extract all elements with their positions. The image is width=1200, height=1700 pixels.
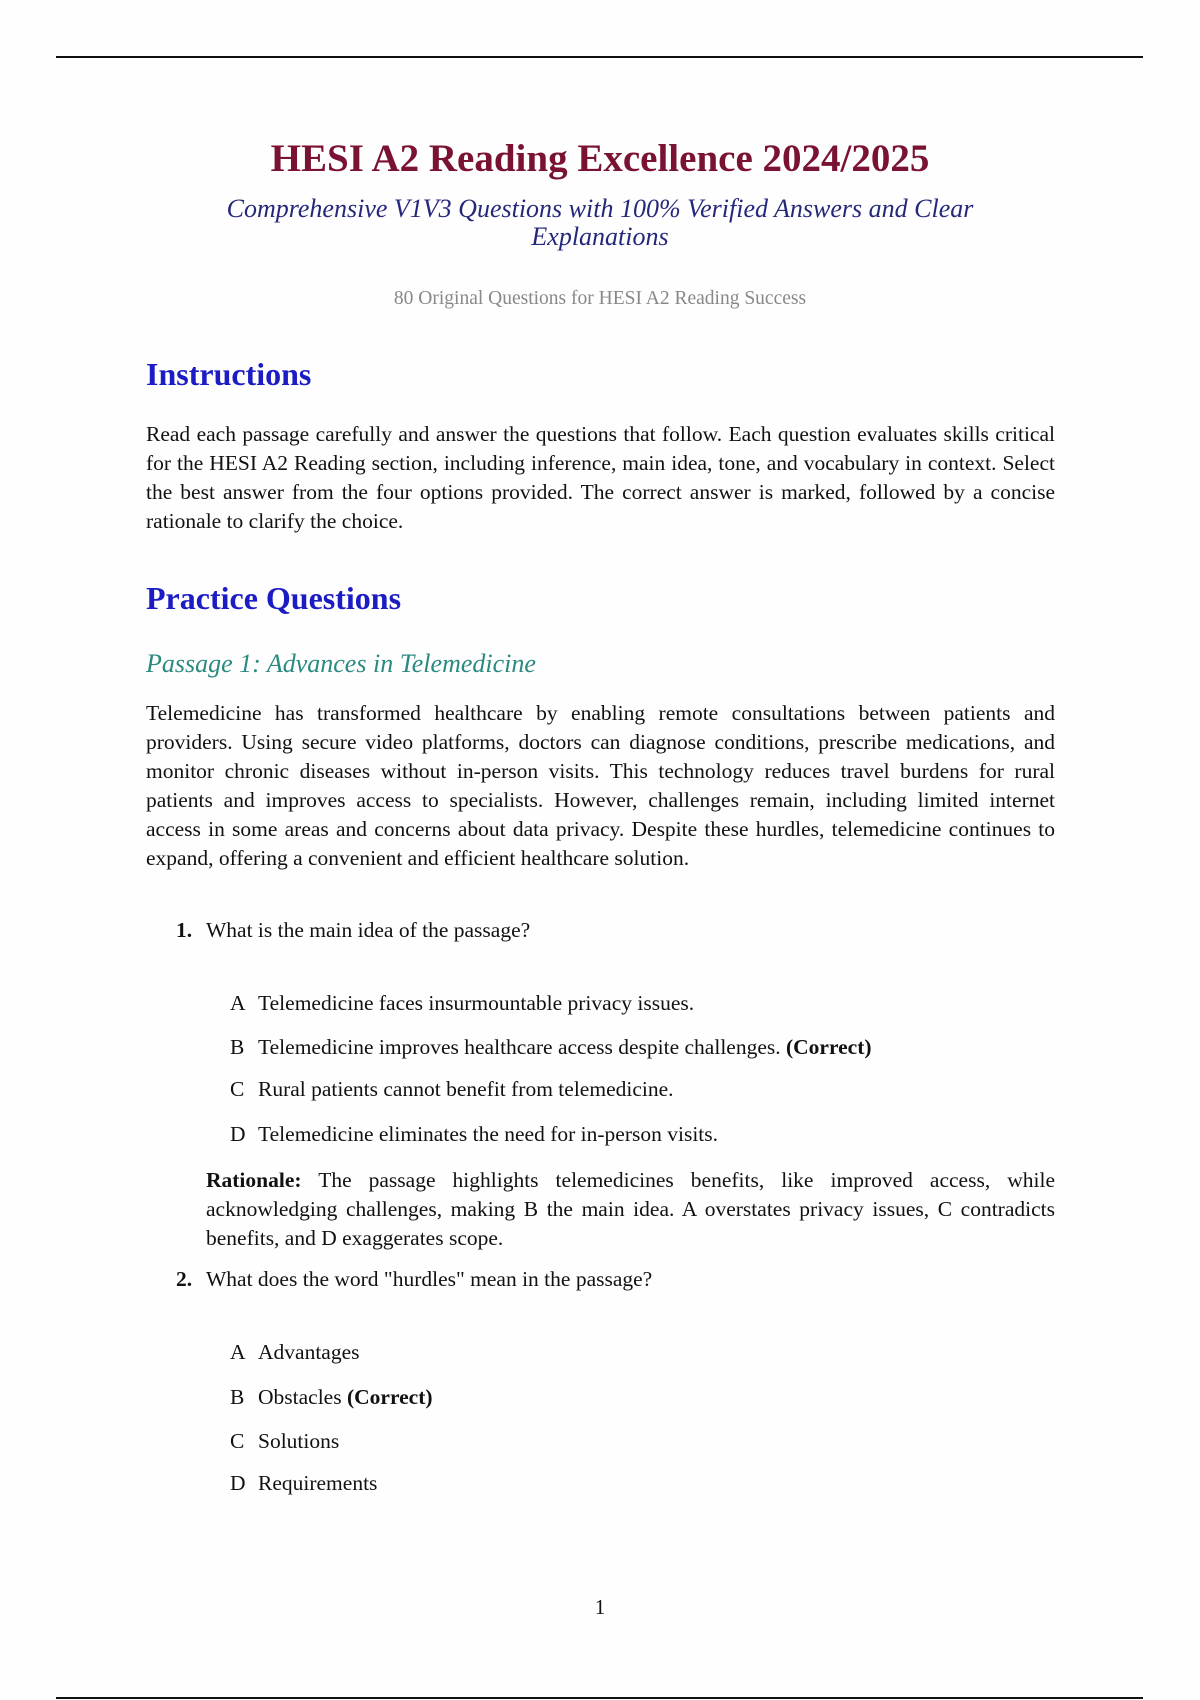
option-letter: C bbox=[230, 1077, 245, 1101]
option-text: Telemedicine eliminates the need for in-person visits. bbox=[258, 1122, 719, 1146]
practice-questions-heading: Practice Questions bbox=[146, 580, 402, 616]
question-number: 1. bbox=[176, 918, 193, 942]
answer-option bbox=[230, 1385, 433, 1410]
answer-option bbox=[230, 1077, 674, 1102]
answer-option bbox=[230, 991, 694, 1016]
option-letter: A bbox=[230, 1340, 246, 1364]
document-subtitle: Comprehensive V1V3 Questions with 100% Verified Answers and Clear Explanations bbox=[226, 194, 974, 251]
option-text: Requirements bbox=[258, 1471, 378, 1495]
option-letter: D bbox=[230, 1122, 246, 1146]
rationale-label: Rationale: bbox=[206, 1168, 302, 1192]
answer-option bbox=[230, 1471, 377, 1496]
option-letter: B bbox=[230, 1035, 245, 1059]
option-letter: A bbox=[230, 991, 246, 1015]
option-letter: B bbox=[230, 1385, 245, 1409]
question-number: 2. bbox=[176, 1267, 193, 1291]
option-text: Telemedicine improves healthcare access despite challenges. bbox=[258, 1035, 781, 1059]
instructions-heading: Instructions bbox=[146, 356, 312, 392]
option-text: Rural patients cannot benefit from telemedicine. bbox=[258, 1077, 674, 1101]
rationale bbox=[206, 1166, 1055, 1253]
passage-text: Telemedicine has transformed healthcare by enabling remote consultations between patients and providers. Using secure video platforms, doctors can diagnose conditions, prescribe medications, and monitor chronic diseases without in-person visits. This technology reduces travel burdens for rural patients and improves access to specialists. However, challenges remain, including limited internet access in some areas and concerns about data privacy. Despite these hurdles, telemedicine continues to expand, offering a convenient and efficient healthcare solution. bbox=[146, 701, 1055, 870]
option-letter: C bbox=[230, 1429, 245, 1453]
answer-option bbox=[230, 1340, 360, 1365]
question-text: What is the main idea of the passage? bbox=[206, 918, 531, 942]
document-title: HESI A2 Reading Excellence 2024/2025 bbox=[270, 137, 930, 180]
answer-option bbox=[230, 1122, 718, 1147]
option-text: Obstacles bbox=[258, 1385, 342, 1409]
option-text: Solutions bbox=[258, 1429, 340, 1453]
tagline: 80 Original Questions for HESI A2 Reading Success bbox=[393, 288, 807, 309]
option-text: Advantages bbox=[258, 1340, 360, 1364]
rationale-text: The passage highlights telemedicines benefits, like improved access, while acknowledging challenges, making B the main idea. A overstates privacy issues, C contradicts benefits, and D exaggerates scope. bbox=[206, 1168, 1055, 1250]
correct-marker: (Correct) bbox=[786, 1035, 872, 1059]
answer-option bbox=[230, 1429, 339, 1454]
instructions-text: Read each passage carefully and answer the questions that follow. Each question evaluates skills critical for the HESI A2 Reading section, including inference, main idea, tone, and vocabulary in context. Select the best answer from the four options provided. The correct answer is marked, followed by a concise rationale to clarify the choice. bbox=[146, 422, 1055, 533]
correct-marker: (Correct) bbox=[346, 1385, 433, 1409]
option-text: Telemedicine faces insurmountable privacy issues. bbox=[258, 991, 695, 1015]
answer-option bbox=[230, 1035, 872, 1060]
top-rule bbox=[56, 56, 1143, 58]
page-number: 1 bbox=[594, 1595, 606, 1619]
passage-title: Passage 1: Advances in Telemedicine bbox=[146, 649, 536, 678]
option-letter: D bbox=[230, 1471, 246, 1495]
question-text: What does the word "hurdles" mean in the passage? bbox=[206, 1267, 653, 1291]
bottom-rule bbox=[56, 1697, 1143, 1699]
